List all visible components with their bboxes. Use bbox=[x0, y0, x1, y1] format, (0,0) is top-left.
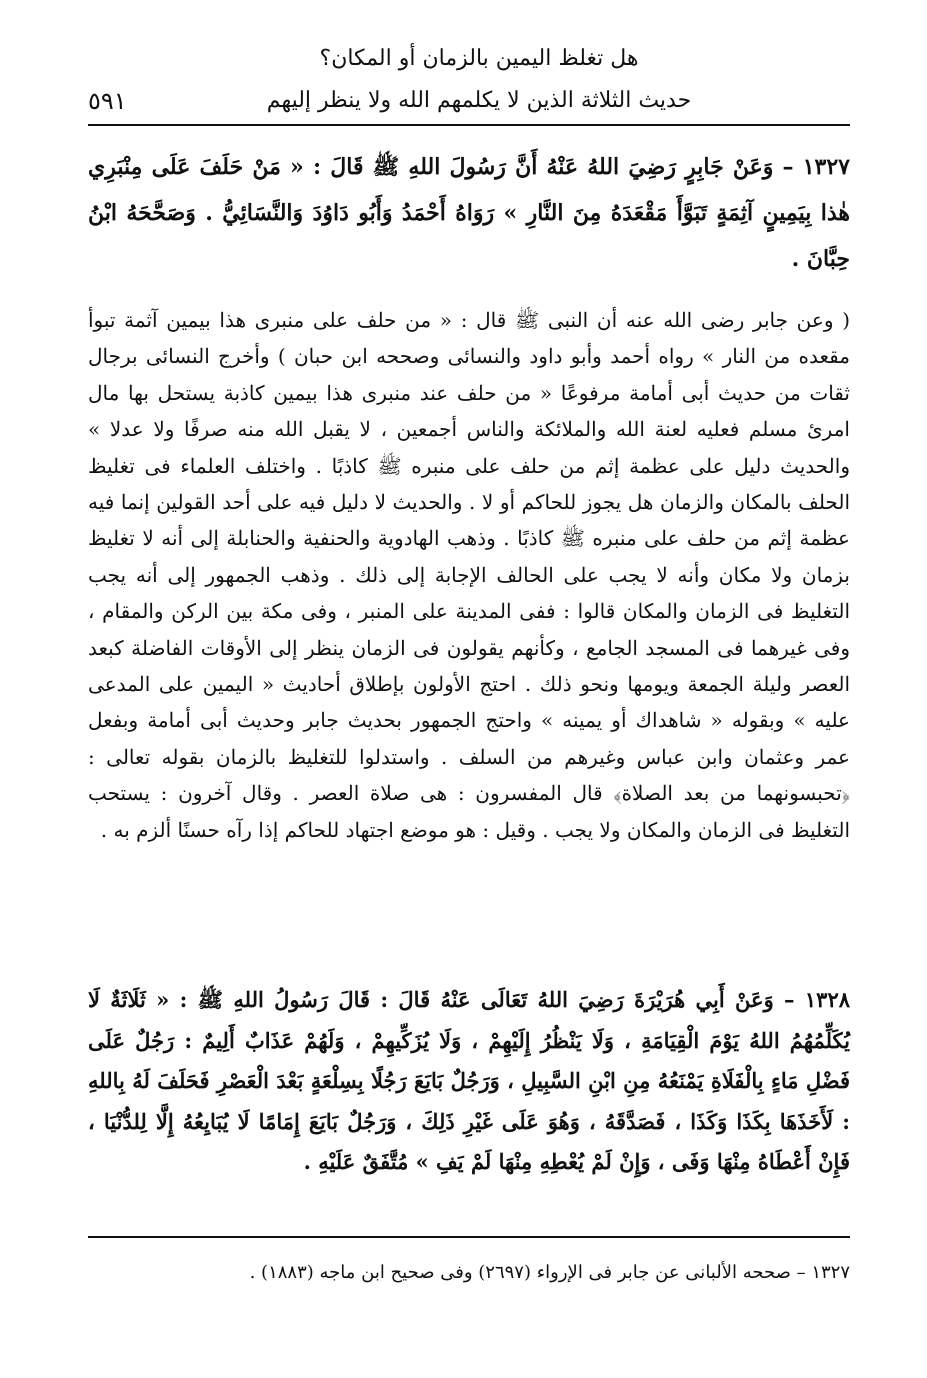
running-subtitle: حديث الثلاثة الذين لا يكلمهم الله ولا ينظر إليهم bbox=[266, 88, 692, 113]
footnote-divider bbox=[88, 1236, 850, 1238]
hadith-1328-text: ١٣٢٨ – وَعَنْ أَبِي هُرَيْرَةَ رَضِيَ اللهُ تَعَالَى عَنْهُ قَالَ : قَالَ رَسُولُ اللهِ ﷺ : « ثَلَاثَةٌ لَا يُكَلِّمُهُمُ اللهُ يَوْمَ الْقِيَامَةِ ، وَلَا يَنْظُرُ إِلَيْهِمْ ، وَلَا يُزَكِّيهِمْ ، وَلَهُمْ عَذَابٌ أَلِيمٌ : رَجُلٌ عَلَى فَضْلِ مَاءٍ بِالْفَلَاةِ يَمْنَعُهُ مِنِ ابْنِ السَّبِيلِ ، وَرَجُلٌ بَايَعَ رَجُلًا بِسِلْعَةٍ بَعْدَ الْعَصْرِ فَحَلَفَ لَهُ بِاللهِ : لَأَخَذَهَا بِكَذَا وَكَذَا ، فَصَدَّقَهُ ، وَهُوَ عَلَى غَيْرِ ذَلِكَ ، وَرَجُلٌ بَايَعَ إِمَامًا لَا يُبَايِعُهُ إِلَّا لِلدُّنْيَا ، فَإِنْ أَعْطَاهُ مِنْهَا وَفَى ، وَإِنْ لَمْ يُعْطِهِ مِنْهَا لَمْ يَفِ » مُتَّفَقٌ عَلَيْهِ . bbox=[88, 987, 851, 1174]
footnote-text: ١٣٢٧ – صححه الألبانى عن جابر فى الإرواء (٢٦٩٧) وفى صحيح ابن ماجه (١٨٨٣) . bbox=[249, 1262, 850, 1283]
header-divider bbox=[88, 124, 850, 126]
running-title: هل تغلظ اليمين بالزمان أو المكان؟ bbox=[319, 46, 639, 71]
page-header bbox=[88, 40, 850, 130]
page-number: ٥٩١ bbox=[88, 87, 127, 115]
hadith-1327-text: ١٣٢٧ – وَعَنْ جَابِرٍ رَضِيَ اللهُ عَنْهُ أَنَّ رَسُولَ اللهِ ﷺ قَالَ : « مَنْ حَلَفَ عَلَى مِنْبَرِي هٰذا بِيَمِينٍ آثِمَةٍ تَبَوَّأَ مَقْعَدَهُ مِنَ النَّارِ » رَوَاهُ أَحْمَدُ وَأَبُو دَاوُدَ وَالنَّسَائِيُّ . وَصَحَّحَهُ ابْنُ حِبَّانَ . bbox=[88, 154, 850, 272]
commentary-text: ( وعن جابر رضى الله عنه أن النبى ﷺ قال : « من حلف على منبرى هذا بيمين آثمة تبوأ مقعده من النار » رواه أحمد وأبو داود والنسائى وصححه ابن حبان ) وأخرج النسائى برجال ثقات من حديث أبى أمامة مرفوعًا « من حلف عند منبرى هذا بيمين كاذبة يستحل بها مال امرئ مسلم فعليه لعنة الله والملائكة والناس أجمعين ، لا يقبل الله منه صرفًا ولا عدلا » والحديث دليل على عظمة إثم من حلف على منبره ﷺ كاذبًا . واختلف العلماء فى تغليظ الحلف بالمكان والزمان هل يجوز للحاكم أو لا . والحديث لا دليل فيه على أحد القولين إنما فيه عظمة إثم من حلف على منبره ﷺ كاذبًا . وذهب الهادوية والحنفية والحنابلة إلى أنه لا تغليظ بزمان ولا مكان وأنه لا يجب على الحالف الإجابة إلى ذلك . وذهب الجمهور إلى أنه يجب التغليظ فى الزمان والمكان قالوا : ففى المدينة على المنبر ، وفى مكة بين الركن والمقام ، وفى غيرهما فى المسجد الجامع ، وكأنهم يقولون فى الزمان ينظر إلى الأوقات الفاضلة كبعد العصر وليلة الجمعة ويومها ونحو ذلك . احتج الأولون بإطلاق أحاديث « اليمين على المدعى عليه » وبقوله « شاهداك أو يمينه » واحتج الجمهور بحديث جابر وحديث أبى أمامة وبفعل عمر وعثمان وابن عباس وغيرهم من السلف . واستدلوا للتغليظ بالزمان بقوله تعالى : ﴿تحبسونهما من بعد الصلاة﴾ قال المفسرون : هى صلاة العصر . وقال آخرون : يستحب التغليظ فى الزمان والمكان ولا يجب . وقيل : هو موضع اجتهاد للحاكم إذا رآه حسنًا ألزم به . bbox=[88, 308, 850, 842]
